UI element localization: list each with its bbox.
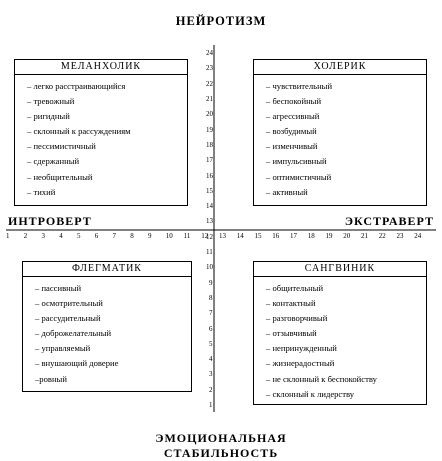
x-tick-label: 16 <box>272 232 280 240</box>
trait-item: – чувствительный <box>266 81 333 91</box>
axis-title-introvert: ИНТРОВЕРТ <box>8 214 92 228</box>
axis-title-extravert: ЭКСТРАВЕРТ <box>344 214 434 228</box>
trait-item: – изменчивый <box>266 141 318 152</box>
trait-item: – ригидный <box>27 111 70 122</box>
trait-item: – жизнерадостный <box>266 358 335 369</box>
trait-item: –ровный <box>35 373 67 384</box>
y-tick-label: 4 <box>209 355 213 364</box>
x-tick-label: 10 <box>165 232 173 240</box>
x-tick-label: 11 <box>183 232 191 240</box>
trait-item: – внушающий доверие <box>35 358 119 369</box>
trait-item: – легко расстраивающийся <box>27 81 126 91</box>
trait-item: – необщительный <box>27 171 93 182</box>
y-tick-label: 23 <box>206 64 213 73</box>
x-tick-label: 8 <box>130 232 134 240</box>
y-tick-label: 5 <box>209 339 213 348</box>
axis-title-bottom-line1: ЭМОЦИОНАЛЬНАЯ <box>155 431 287 445</box>
quadrant-title-melancholic: МЕЛАНХОЛИК <box>15 60 187 75</box>
trait-list-phlegmatic <box>23 277 191 387</box>
x-tick-label: 21 <box>361 232 368 240</box>
y-tick-label: 17 <box>206 156 213 165</box>
x-tick-label: 9 <box>148 232 152 240</box>
trait-item: – активный <box>266 186 308 197</box>
x-tick-label: 6 <box>94 232 99 240</box>
quadrant-title-sanguine: САНГВИНИК <box>254 262 426 277</box>
trait-item: – пассивный <box>35 283 82 293</box>
trait-item: – беспокойный <box>266 96 322 107</box>
y-tick-label: 7 <box>209 309 213 318</box>
trait-item: – склонный к рассуждениям <box>27 126 131 137</box>
y-tick-label: 3 <box>209 370 213 379</box>
trait-list-melancholic <box>15 75 187 200</box>
y-tick-label: 16 <box>206 171 213 180</box>
quadrant-sanguine <box>253 261 427 405</box>
trait-item: – осмотрительный <box>35 298 103 309</box>
y-tick-label: 14 <box>206 202 213 211</box>
trait-item: – контактный <box>266 298 316 309</box>
y-tick-label: 22 <box>206 79 213 88</box>
y-tick-label: 15 <box>206 186 213 195</box>
x-tick-label: 23 <box>396 232 404 240</box>
trait-item: – не склонный к беспокойству <box>266 373 377 384</box>
trait-item: – доброжелательный <box>35 328 112 339</box>
y-tick-label: 13 <box>206 217 213 226</box>
y-tick-label: 24 <box>206 49 213 58</box>
x-tick-label: 14 <box>236 232 244 240</box>
trait-item: – рассудительный <box>35 313 101 324</box>
x-tick-label: 2 <box>23 232 28 240</box>
x-tick-label: 5 <box>77 232 81 240</box>
quadrant-title-choleric: ХОЛЕРИК <box>254 60 426 75</box>
trait-item: – склонный к лидерству <box>266 388 355 399</box>
y-tick-label: 6 <box>209 324 213 333</box>
x-tick-label: 17 <box>290 232 297 240</box>
x-tick-label: 1 <box>6 232 10 240</box>
trait-item: – оптимистичный <box>266 171 332 182</box>
trait-item: – непринужденный <box>266 343 337 354</box>
trait-item: – сдержанный <box>27 156 80 167</box>
x-tick-label: 24 <box>414 232 422 240</box>
axis-title-bottom-line2: СТАБИЛЬНОСТЬ <box>163 446 279 460</box>
y-tick-label: 21 <box>206 95 213 103</box>
y-tick-label: 2 <box>209 385 213 394</box>
trait-item: – пессимистичный <box>27 141 96 152</box>
x-tick-label: 15 <box>254 232 262 240</box>
trait-item: – импульсивный <box>266 156 327 167</box>
y-tick-label: 19 <box>206 125 213 134</box>
x-tick-label: 4 <box>59 232 63 240</box>
trait-item: – тревожный <box>27 96 75 107</box>
quadrant-phlegmatic <box>22 261 192 392</box>
trait-item: – общительный <box>266 283 324 293</box>
x-tick-label: 7 <box>112 232 116 240</box>
trait-item: – управляемый <box>35 343 91 354</box>
y-tick-label: 18 <box>206 140 213 149</box>
quadrant-title-phlegmatic: ФЛЕГМАТИК <box>23 262 191 277</box>
axis-title-neuroticism: НЕЙРОТИЗМ <box>175 14 267 28</box>
x-tick-label: 18 <box>307 232 315 240</box>
y-tick-label: 12 <box>206 232 213 241</box>
x-tick-label: 19 <box>325 232 333 240</box>
trait-item: – возбудимый <box>266 126 317 137</box>
trait-item: – разговорчивый <box>266 313 328 324</box>
y-tick-label: 10 <box>206 263 213 272</box>
y-tick-label: 8 <box>209 293 213 302</box>
x-tick-label: 3 <box>41 232 45 240</box>
quadrant-melancholic <box>14 59 188 206</box>
trait-item: – тихий <box>27 186 56 197</box>
x-tick-label: 12 <box>201 232 209 240</box>
y-tick-label: 1 <box>209 401 213 409</box>
trait-list-choleric <box>254 75 426 200</box>
trait-item: – отзывчивый <box>266 328 317 339</box>
quadrant-choleric <box>253 59 427 206</box>
y-tick-label: 11 <box>206 248 213 256</box>
y-tick-label: 9 <box>209 278 213 287</box>
x-tick-label: 20 <box>343 232 351 240</box>
x-tick-label: 22 <box>378 232 386 240</box>
trait-list-sanguine <box>254 277 426 402</box>
x-tick-label: 13 <box>219 232 226 240</box>
y-tick-label: 20 <box>206 110 213 119</box>
trait-item: – агрессивный <box>266 111 320 122</box>
